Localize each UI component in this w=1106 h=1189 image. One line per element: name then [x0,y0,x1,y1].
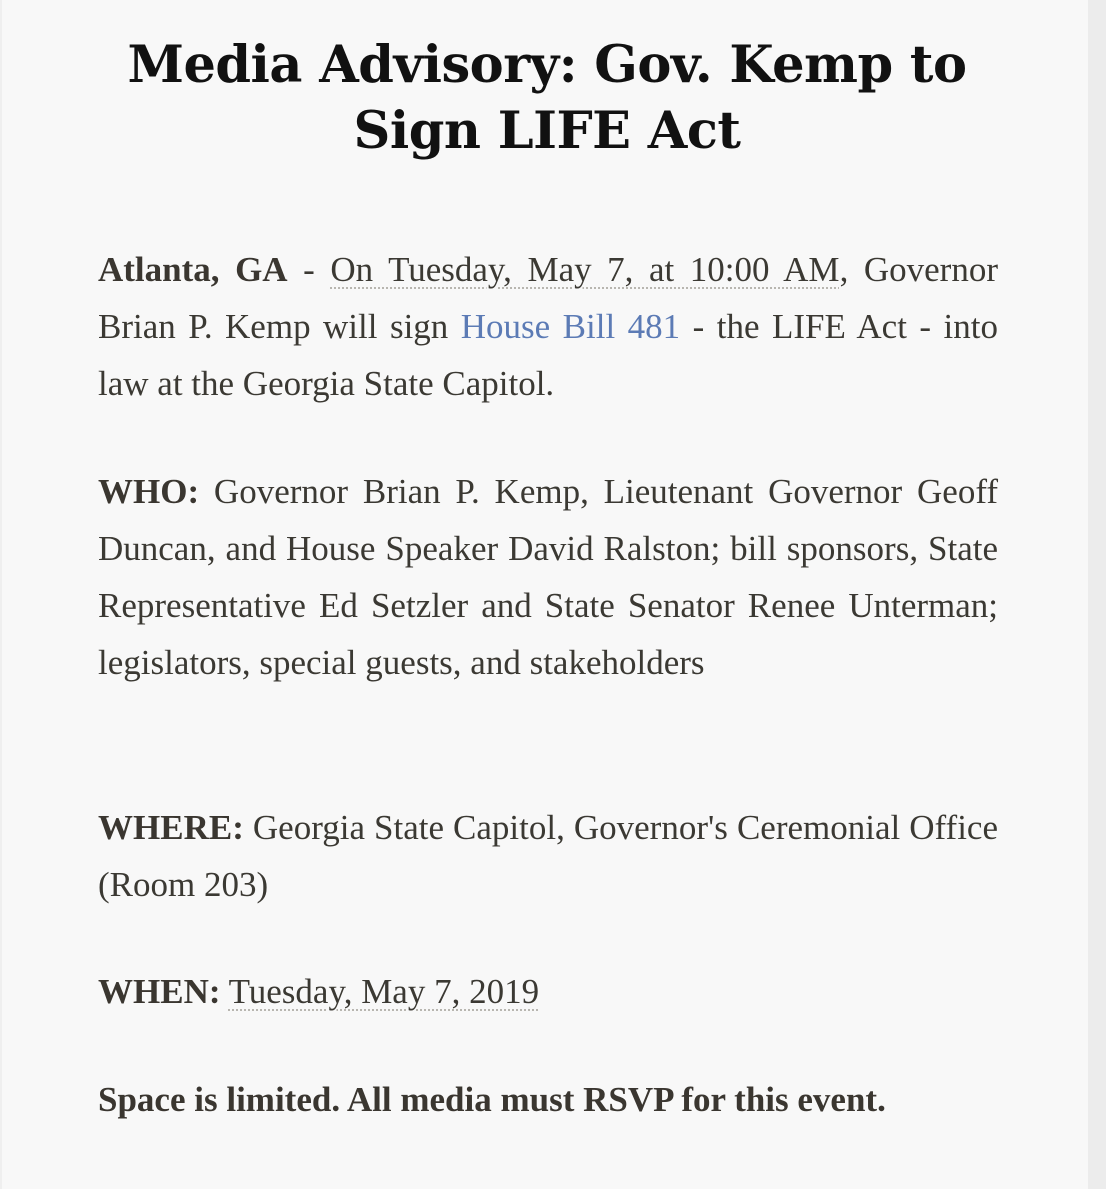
who-text: Governor Brian P. Kemp, Lieutenant Governor Geoff Duncan, and House Speaker David Ralston; bill sponsors, State Representative Ed Setzler and State Senator Renee Unterman; legislators, special guests, and stakeholders [98,472,998,682]
who-paragraph [98,463,998,691]
page-title: Media Advisory: Gov. Kemp to Sign LIFE Act [127,35,967,161]
event-datetime[interactable]: On Tuesday, May 7, at 10:00 AM [330,250,840,289]
intro-paragraph [98,241,998,412]
intro-text-after-link: - the LIFE Act - into law at the Georgia State Capitol. [98,307,998,403]
location-label: Atlanta, GA [98,250,288,289]
when-label: WHEN: [98,972,221,1011]
intro-separator: - [287,250,331,289]
when-paragraph [98,963,998,1020]
event-date[interactable]: Tuesday, May 7, 2019 [228,972,540,1011]
intro-text-before-link: , Governor Brian P. Kemp will sign [98,250,998,346]
where-text: Georgia State Capitol, Governor's Ceremonial Office (Room 203) [98,808,998,904]
where-label: WHERE: [98,808,244,847]
where-paragraph [98,799,998,913]
house-bill-link[interactable]: House Bill 481 [460,307,681,346]
who-label: WHO: [98,472,200,511]
rsvp-note: Space is limited. All media must RSVP for this event. [98,1080,886,1119]
